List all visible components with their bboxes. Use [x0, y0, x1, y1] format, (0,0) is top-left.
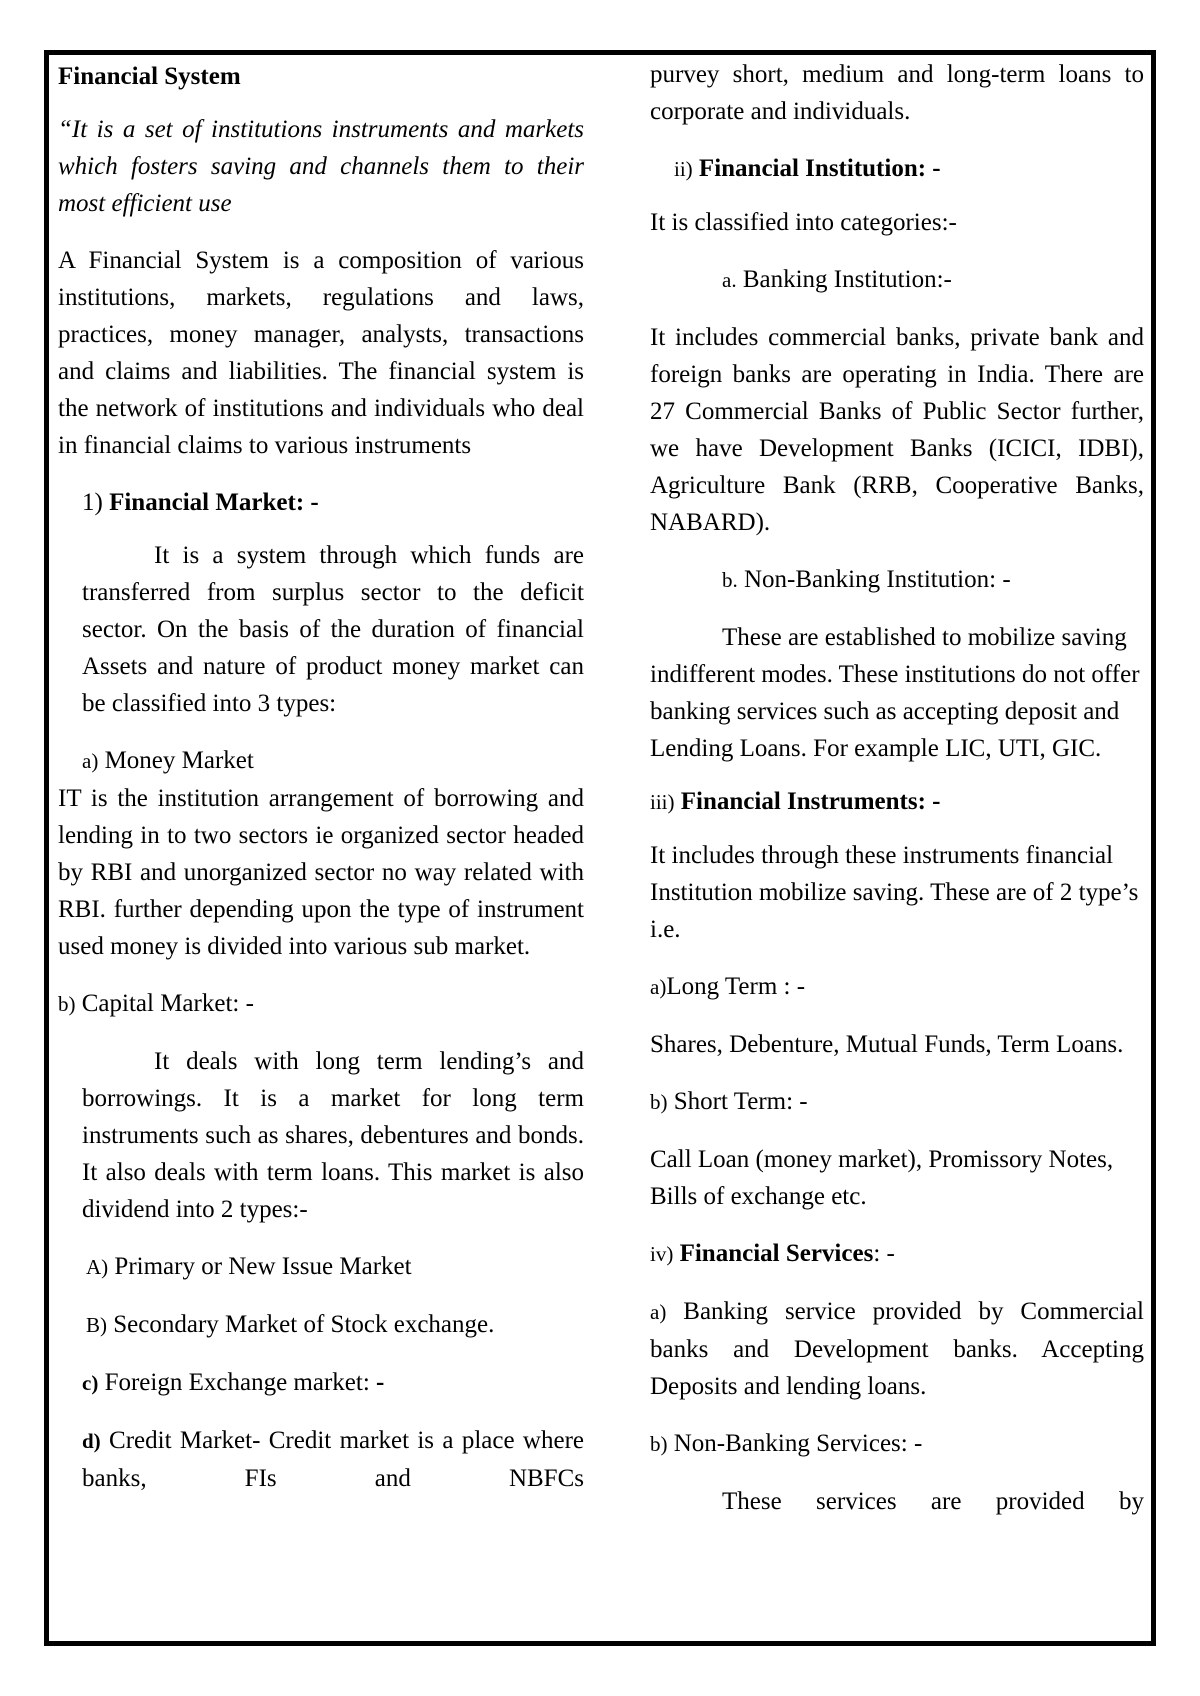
subheading-text: Short Term: - — [673, 1088, 808, 1115]
credit-market-text: Credit Market- Credit market is a place where banks, FIs and NBFCs — [82, 1427, 585, 1492]
subheading-text: Long Term : - — [666, 973, 806, 1000]
heading-text: Financial Instruments: - — [680, 788, 941, 815]
right-column — [650, 56, 1144, 1520]
subheading-marker: a) — [82, 749, 99, 773]
long-term-paragraph: Shares, Debenture, Mutual Funds, Term Loans. — [650, 1031, 1124, 1058]
heading-marker: iv) — [650, 1242, 674, 1266]
non-banking-institution-paragraph: These are established to mobilize saving indifferent modes. These institutions do not offer banking services such as accepting deposit and Lending Loans. For example LIC, UTI, GIC. — [650, 624, 1140, 762]
subheading-text: Capital Market: - — [81, 990, 254, 1017]
heading-suffix: : - — [873, 1240, 895, 1267]
non-banking-services-paragraph: These services are provided by — [722, 1488, 1144, 1515]
heading-text: Financial Services — [679, 1240, 874, 1267]
institution-intro: It is classified into categories:- — [650, 209, 957, 236]
subheading-marker: a) — [650, 975, 667, 999]
list-item-secondary-market — [58, 1306, 584, 1344]
subheading-marker: b) — [650, 1432, 668, 1456]
list-item-primary-market — [58, 1248, 584, 1286]
short-term-paragraph: Call Loan (money market), Promissory Notes, Bills of exchange etc. — [650, 1146, 1114, 1210]
subheading-text: Non-Banking Services: - — [673, 1430, 923, 1457]
list-marker: A) — [86, 1255, 109, 1279]
heading-marker: iii) — [650, 790, 675, 814]
subheading-foreign-exchange — [58, 1364, 584, 1402]
subheading-marker: d) — [82, 1429, 101, 1453]
intro-paragraph: A Financial System is a composition of various institutions, markets, regulations and laws, practices, money manager, analysts, transactions and claims and liabilities. The financial system is the network of institutions and individuals who deal in financial claims to various instruments — [58, 247, 584, 459]
credit-market-paragraph — [58, 1422, 584, 1497]
subheading-long-term — [650, 968, 1144, 1006]
banking-institution-paragraph: It includes commercial banks, private bank and foreign banks are operating in India. There are 27 Commercial Banks of Public Sector further, we have Development Banks (ICICI, IDBI), Agriculture Bank (RRB, Cooperative Banks, NABARD). — [650, 324, 1144, 536]
list-marker: B) — [86, 1313, 107, 1337]
subheading-money-market — [58, 742, 584, 780]
heading-marker: 1) — [82, 489, 103, 516]
document-title: Financial System — [58, 63, 241, 90]
banking-services-text: Banking service provided by Commercial banks and Development banks. Accepting Deposits and lending loans. — [650, 1298, 1145, 1400]
subheading-marker: c) — [82, 1371, 99, 1395]
subheading-marker: b. — [722, 568, 738, 592]
left-column — [58, 58, 584, 1497]
subheading-capital-market — [58, 985, 584, 1023]
subheading-dash: - — [376, 1369, 385, 1396]
list-marker: a) — [650, 1300, 667, 1324]
financial-market-paragraph: It is a system through which funds are transferred from surplus sector to the deficit sector. On the basis of the duration of financial Assets and nature of product money market can be classified into 3 types: — [82, 542, 584, 717]
heading-text: Financial Institution: - — [698, 155, 941, 182]
heading-marker: ii) — [674, 157, 693, 181]
heading-text: Financial Market: - — [109, 489, 319, 516]
capital-market-paragraph: It deals with long term lending’s and borrowings. It is a market for long term instruments such as shares, debentures and bonds. It also deals with term loans. This market is also dividend into 2 types:- — [82, 1048, 584, 1223]
subheading-text: Foreign Exchange market: — [104, 1369, 377, 1396]
subheading-non-banking-services — [650, 1425, 1144, 1463]
subheading-text: Non-Banking Institution: - — [744, 566, 1011, 593]
definition-quote: “It is a set of institutions instruments and markets which fosters saving and channels them to their most efficient use — [58, 116, 584, 217]
subheading-short-term — [650, 1083, 1144, 1121]
money-market-paragraph: IT is the institution arrangement of borrowing and lending in to two sectors ie organized sector headed by RBI and unorganized sector no way related with RBI. further depending upon the type of instrument used money is divided into various sub market. — [58, 785, 584, 960]
list-text: Primary or New Issue Market — [114, 1253, 412, 1280]
continued-paragraph: purvey short, medium and long-term loans to corporate and individuals. — [650, 61, 1144, 125]
subheading-marker: b) — [650, 1090, 668, 1114]
subheading-text: Banking Institution:- — [742, 266, 952, 293]
subheading-marker: b) — [58, 992, 76, 1016]
financial-instruments-paragraph: It includes through these instruments financial Institution mobilize saving. These are of 2 type’s i.e. — [650, 842, 1139, 943]
list-text: Secondary Market of Stock exchange. — [113, 1311, 495, 1338]
banking-services-paragraph — [650, 1293, 1144, 1405]
heading-financial-institution — [650, 150, 1144, 188]
subheading-marker: a. — [722, 268, 737, 292]
heading-financial-services — [650, 1235, 1144, 1273]
subheading-non-banking-institution — [650, 561, 1144, 599]
heading-financial-instruments — [650, 783, 1144, 821]
subheading-text: Money Market — [104, 747, 254, 774]
heading-financial-market — [58, 484, 584, 521]
subheading-banking-institution — [650, 261, 1144, 299]
